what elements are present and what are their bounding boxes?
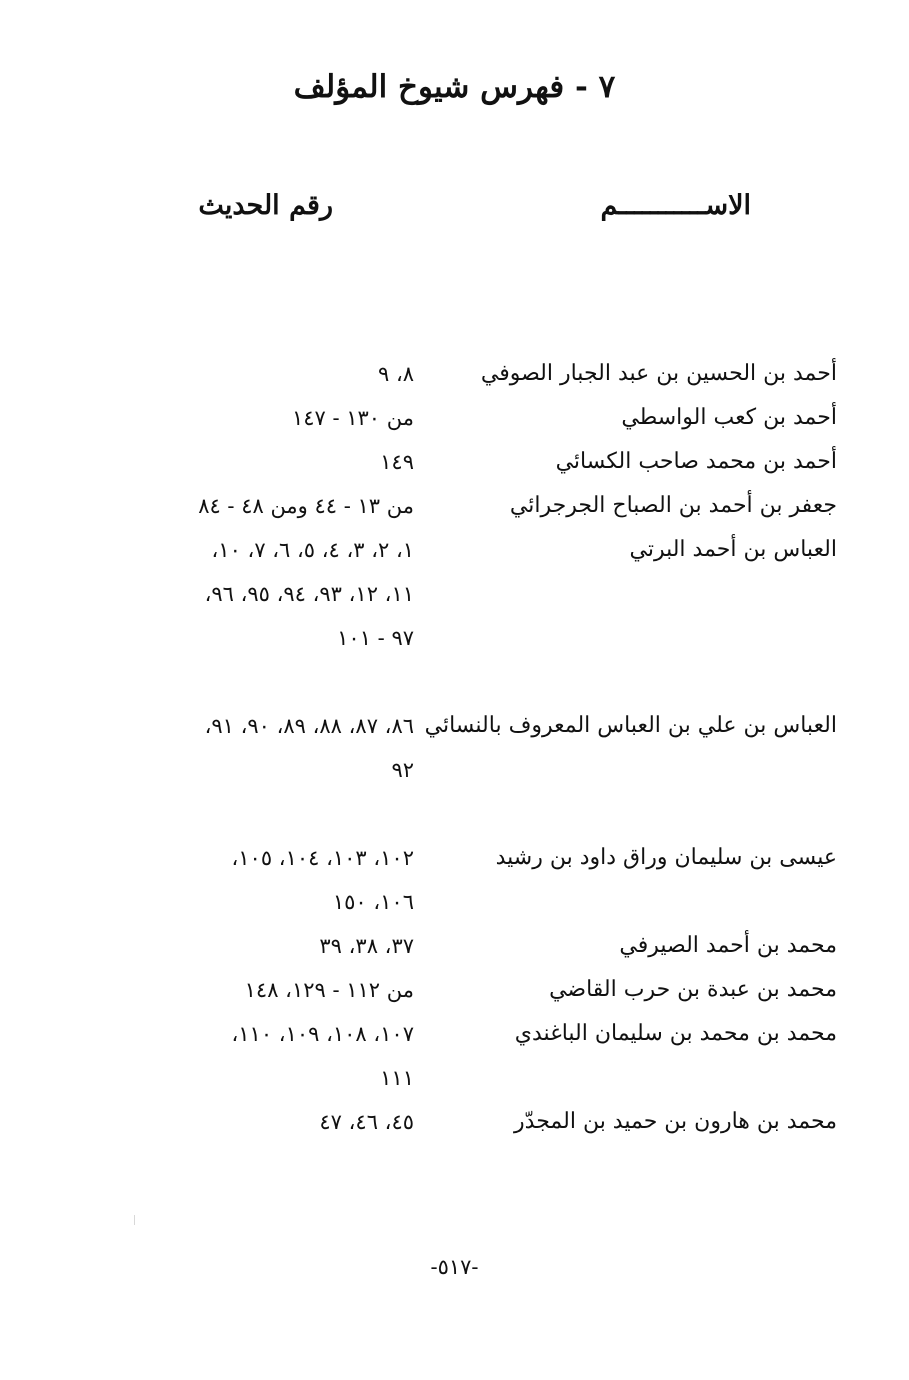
hadith-numbers: ١١١ (380, 1066, 414, 1090)
list-item (0, 836, 909, 880)
hadith-numbers: من ١١٢ - ١٢٩، ١٤٨ (244, 978, 414, 1002)
narrator-name: العباس بن أحمد البرتي (629, 537, 837, 562)
hadith-numbers: ١٠٧، ١٠٨، ١٠٩، ١١٠، (231, 1022, 414, 1046)
hadith-numbers: ١١، ١٢، ٩٣، ٩٤، ٩٥، ٩٦، (204, 582, 414, 606)
hadith-numbers: ٨، ٩ (377, 362, 414, 386)
list-item (0, 352, 909, 396)
hadith-numbers: ١، ٢، ٣، ٤، ٥، ٦، ٧، ١٠، (211, 538, 414, 562)
list-item (0, 396, 909, 440)
margin-mark (134, 1215, 135, 1225)
narrator-name: محمد بن محمد بن سليمان الباغندي (514, 1021, 837, 1046)
hadith-numbers: من ١٣٠ - ١٤٧ (291, 406, 414, 430)
narrator-name: أحمد بن الحسين بن عبد الجبار الصوفي (480, 361, 837, 386)
narrator-name: العباس بن علي بن العباس المعروف بالنسائي (424, 713, 837, 738)
list-item (0, 1056, 909, 1100)
hadith-number-column-header: رقم الحديث (198, 190, 333, 221)
hadith-numbers: ٩٧ - ١٠١ (337, 626, 414, 650)
name-column-header: الاســـــــــــم (600, 190, 751, 221)
list-item (0, 528, 909, 572)
hadith-numbers: ٤٥، ٤٦، ٤٧ (319, 1110, 414, 1134)
hadith-numbers: ٩٢ (391, 758, 414, 782)
hadith-numbers: ٣٧، ٣٨، ٣٩ (319, 934, 414, 958)
list-item (0, 484, 909, 528)
list-item (0, 792, 909, 836)
list-item (0, 704, 909, 748)
index-entries (0, 352, 909, 1144)
list-item (0, 924, 909, 968)
hadith-numbers: ١٠٦، ١٥٠ (332, 890, 414, 914)
hadith-numbers: ٨٦، ٨٧، ٨٨، ٨٩، ٩٠، ٩١، (204, 714, 414, 738)
list-item (0, 660, 909, 704)
list-item (0, 572, 909, 616)
narrator-name: عيسى بن سليمان وراق داود بن رشيد (495, 845, 837, 870)
page-number: -٥١٧- (430, 1255, 479, 1279)
narrator-name: أحمد بن كعب الواسطي (621, 405, 837, 430)
narrator-name: محمد بن عبدة بن حرب القاضي (549, 977, 837, 1002)
list-item (0, 440, 909, 484)
list-item (0, 968, 909, 1012)
page-title: ٧ - فهرس شيوخ المؤلف (293, 69, 616, 105)
narrator-name: محمد بن أحمد الصيرفي (619, 933, 837, 958)
narrator-name: أحمد بن محمد صاحب الكسائي (555, 449, 837, 474)
hadith-numbers: من ١٣ - ٤٤ ومن ٤٨ - ٨٤ (198, 494, 414, 518)
list-item (0, 616, 909, 660)
list-item (0, 748, 909, 792)
list-item (0, 1012, 909, 1056)
narrator-name: جعفر بن أحمد بن الصباح الجرجرائي (509, 493, 837, 518)
list-item (0, 1100, 909, 1144)
hadith-numbers: ١٠٢، ١٠٣، ١٠٤، ١٠٥، (231, 846, 414, 870)
narrator-name: محمد بن هارون بن حميد بن المجدّر (514, 1109, 837, 1134)
list-item (0, 880, 909, 924)
hadith-numbers: ١٤٩ (380, 450, 414, 474)
